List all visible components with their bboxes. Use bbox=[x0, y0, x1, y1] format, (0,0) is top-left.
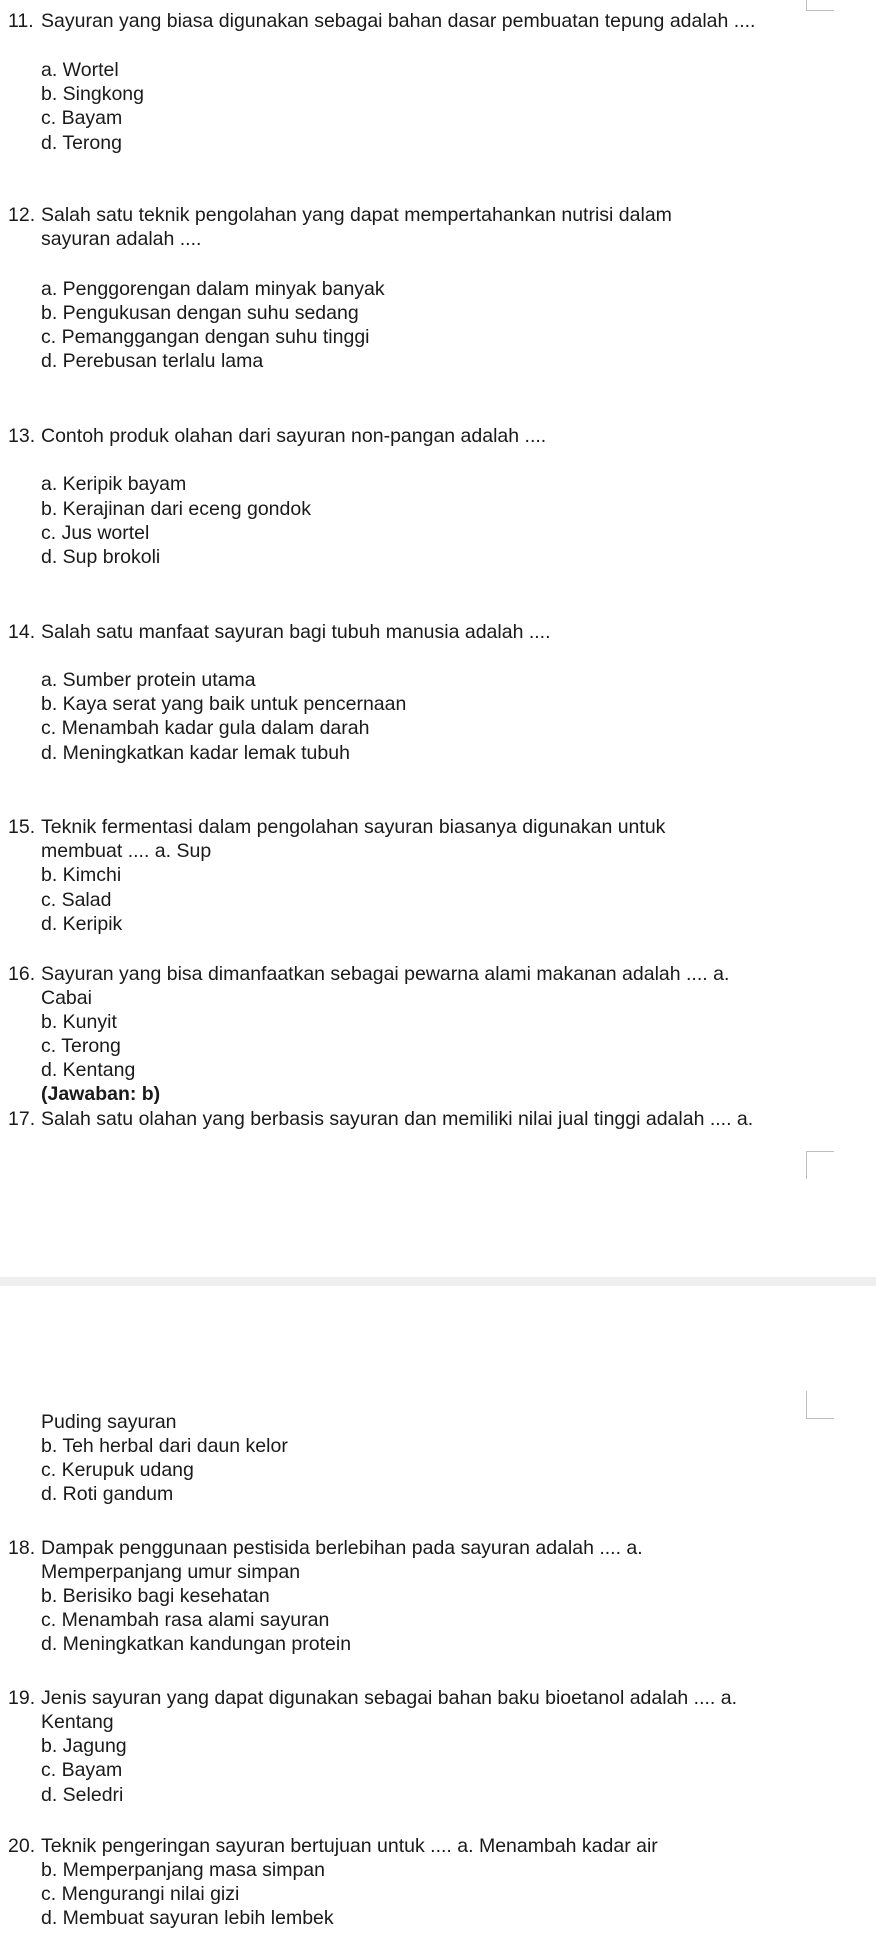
question-text-line: Cabai bbox=[41, 987, 92, 1009]
option: c. Menambah kadar gula dalam darah bbox=[41, 717, 370, 739]
option: d. Roti gandum bbox=[41, 1483, 174, 1505]
option: d. Perebusan terlalu lama bbox=[41, 350, 264, 372]
question-20: 20. Teknik pengeringan sayuran bertujuan untuk .... a. Menambah kadar air bbox=[8, 1835, 658, 1857]
option: d. Meningkatkan kandungan protein bbox=[41, 1633, 352, 1655]
option: b. Kaya serat yang baik untuk pencernaan bbox=[41, 693, 407, 715]
question-text-line: membuat .... a. Sup bbox=[41, 840, 212, 862]
question-17: 17. Salah satu olahan yang berbasis sayuran dan memiliki nilai jual tinggi adalah .... a. bbox=[8, 1108, 754, 1130]
question-text-line: sayuran adalah .... bbox=[41, 228, 202, 250]
option: b. Memperpanjang masa simpan bbox=[41, 1859, 325, 1881]
crop-mark-icon bbox=[806, 1151, 834, 1179]
option: d. Seledri bbox=[41, 1784, 124, 1806]
option: Puding sayuran bbox=[41, 1411, 177, 1433]
page-2 bbox=[0, 1286, 876, 1937]
option: b. Kimchi bbox=[41, 864, 122, 886]
option: a. Wortel bbox=[41, 59, 119, 81]
option: b. Pengukusan dengan suhu sedang bbox=[41, 302, 359, 324]
option: c. Kerupuk udang bbox=[41, 1459, 194, 1481]
crop-mark-icon bbox=[806, 0, 834, 11]
option: c. Menambah rasa alami sayuran bbox=[41, 1609, 330, 1631]
question-18: 18. Dampak penggunaan pestisida berlebihan pada sayuran adalah .... a. bbox=[8, 1537, 643, 1559]
option: b. Kerajinan dari eceng gondok bbox=[41, 498, 311, 520]
crop-mark-icon bbox=[806, 1391, 834, 1419]
option: d. Terong bbox=[41, 132, 122, 154]
option: a. Keripik bayam bbox=[41, 473, 187, 495]
option: b. Berisiko bagi kesehatan bbox=[41, 1585, 270, 1607]
page-separator bbox=[0, 1277, 876, 1286]
answer-key: (Jawaban: b) bbox=[41, 1083, 161, 1105]
option: c. Bayam bbox=[41, 1759, 123, 1781]
option: b. Kunyit bbox=[41, 1011, 117, 1033]
question-14: 14. Salah satu manfaat sayuran bagi tubuh manusia adalah .... bbox=[8, 621, 551, 643]
option: b. Teh herbal dari daun kelor bbox=[41, 1435, 288, 1457]
option: b. Singkong bbox=[41, 83, 144, 105]
question-text-line: Kentang bbox=[41, 1711, 114, 1733]
option: c. Salad bbox=[41, 889, 112, 911]
option: a. Penggorengan dalam minyak banyak bbox=[41, 278, 385, 300]
question-15: 15. Teknik fermentasi dalam pengolahan sayuran biasanya digunakan untuk bbox=[8, 816, 666, 838]
question-13: 13. Contoh produk olahan dari sayuran non-pangan adalah .... bbox=[8, 425, 547, 447]
option: b. Jagung bbox=[41, 1735, 127, 1757]
option: c. Bayam bbox=[41, 107, 123, 129]
option: c. Pemanggangan dengan suhu tinggi bbox=[41, 326, 370, 348]
option: d. Membuat sayuran lebih lembek bbox=[41, 1907, 334, 1929]
option: d. Meningkatkan kadar lemak tubuh bbox=[41, 742, 350, 764]
question-12: 12. Salah satu teknik pengolahan yang dapat mempertahankan nutrisi dalam bbox=[8, 204, 672, 226]
option: c. Jus wortel bbox=[41, 522, 150, 544]
option: c. Mengurangi nilai gizi bbox=[41, 1883, 240, 1905]
option: d. Keripik bbox=[41, 913, 123, 935]
question-text-line: Memperpanjang umur simpan bbox=[41, 1561, 301, 1583]
question-19: 19. Jenis sayuran yang dapat digunakan sebagai bahan baku bioetanol adalah .... a. bbox=[8, 1687, 738, 1709]
question-16: 16. Sayuran yang bisa dimanfaatkan sebagai pewarna alami makanan adalah .... a. bbox=[8, 963, 730, 985]
option: d. Sup brokoli bbox=[41, 546, 161, 568]
option: c. Terong bbox=[41, 1035, 121, 1057]
option: d. Kentang bbox=[41, 1059, 136, 1081]
question-11: 11. Sayuran yang biasa digunakan sebagai bahan dasar pembuatan tepung adalah .... bbox=[8, 10, 756, 32]
option: a. Sumber protein utama bbox=[41, 669, 256, 691]
